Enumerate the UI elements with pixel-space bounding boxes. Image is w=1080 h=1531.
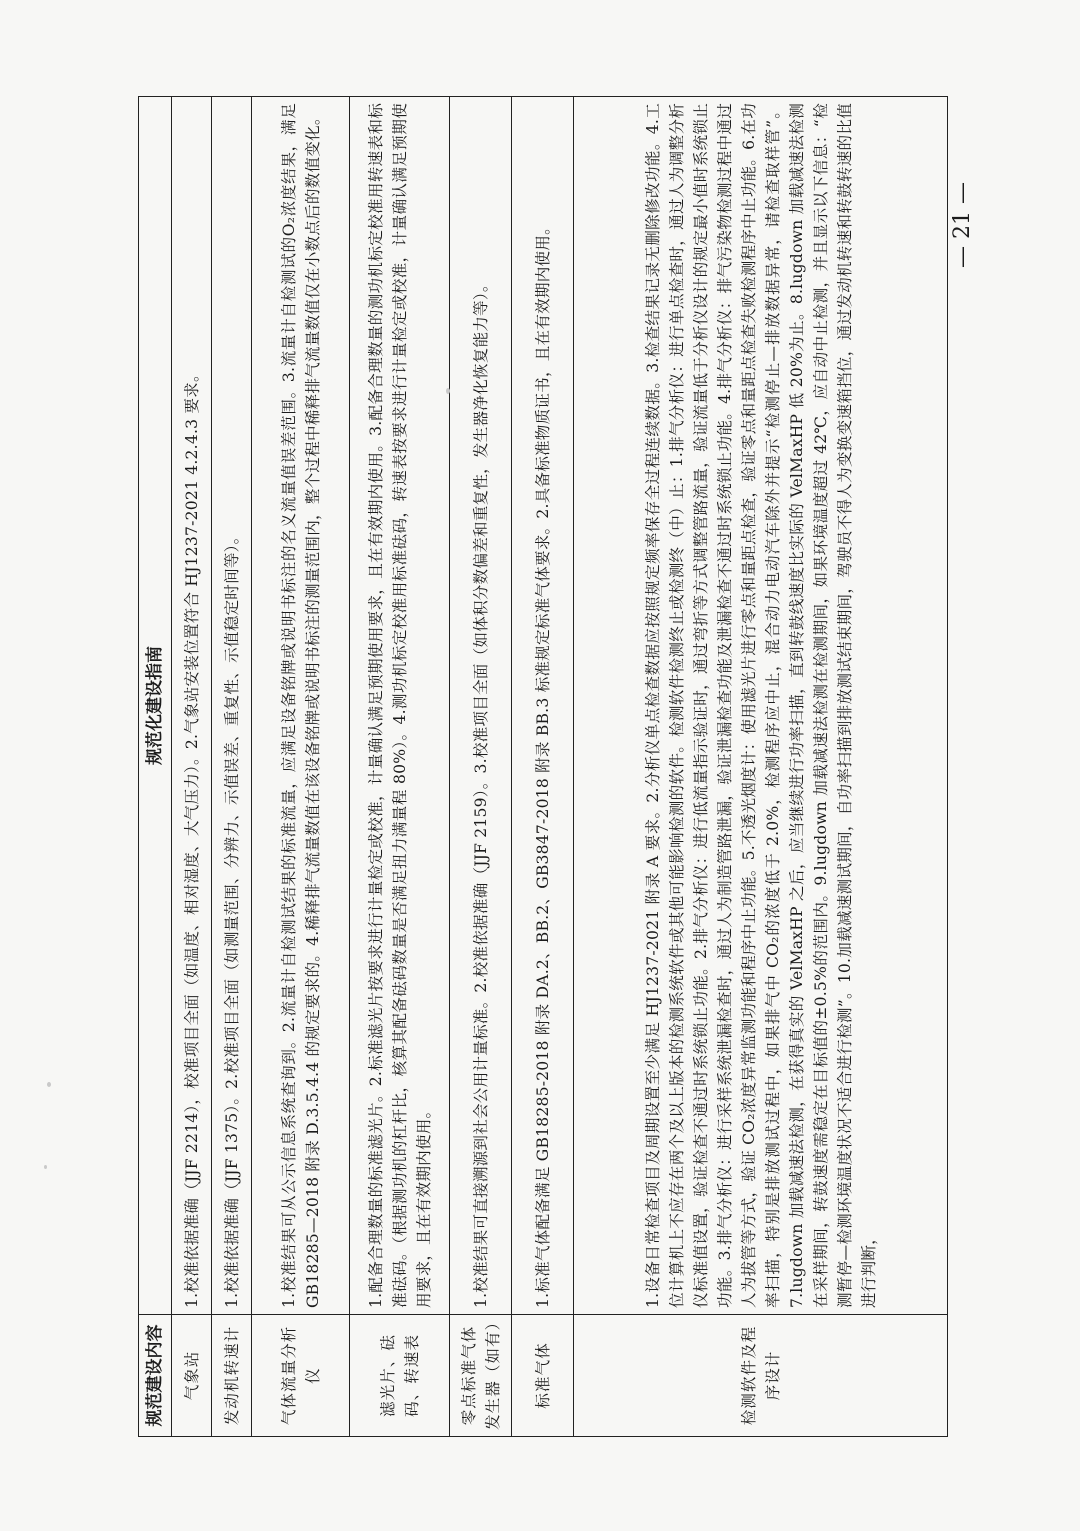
row-item: 发动机转速计	[212, 1315, 252, 1437]
row-item: 标准气体	[512, 1315, 574, 1437]
row-requirement: 1.配备合理数量的标准滤光片。2.标准滤光片按要求进行计量检定或校准，计量确认满足预期使用要求，且在有效期内使用。3.配备合理数量的测功机标定校准用转速表和标准砝码。（根据测功机的杠杆比，核算其配备砝码数量是否满足扭力满量程 80%）。4.测功机标定校准用标准砝码，转速表按要求进行计量检定或校准，计量确认满足预期使用要求，且在有效期内使用。	[350, 97, 450, 1315]
table-row	[574, 97, 948, 1437]
table-row	[252, 97, 350, 1437]
scan-speck	[47, 1082, 51, 1087]
row-requirement: 1.设备日常检查项目及周期设置至少满足 HJ1237-2021 附录 A 要求。2.分析仪单点检查数据应按照规定频率保存全过程连续数据。3.检查结果记录无删除修改功能。4.工位计算机上不应存在两个及以上版本的检测系统软件或其他可能影响检测的软件。检测软件检测终止或检测终（中）止：1.排气分析仪：进行单点检查时，通过人为调整分析仪标准值设置，验证检查不通过时系统锁止功能。2.排气分析仪：进行低流量指示验证时，通过弯折等方式调整管路流量，验证流量低于分析仪设计的规定最小值时系统锁止功能。3.排气分析仪：进行采样系统泄漏检查时，通过人为制造管路泄漏，验证泄漏检查功能及泄漏检查不通过时系统锁止功能。4.排气分析仪：排气污染物检测过程中通过人为拔管等方式，验证 CO₂浓度异常监测功能和程序中止功能。5.不透光烟度计：使用滤光片进行零点和量距点检查，验证零点和量距点检查失败检测程序中止功能。6.在功率扫描，特别是排放测试过程中，如果排气中 CO₂的浓度低于 2.0%，检测程序应中止，混合动力电动汽车除外并提示“检测停止—排放数据异常，请检查取样管”。7.lugdown 加载减速法检测，在获得真实的 VelMaxHP 之后，应当继续进行功率扫描，直到转鼓线速度比实际的 VelMaxHP 低 20%为止。8.lugdown 加载减速法检测在采样期间，转鼓速度需稳定在目标值的±0.5%的范围内。9.lugdown 加载减速法检测在检测期间，如果环境温度超过 42℃，应自动中止检测，并且显示以下信息：“检测暂停—检测环境温度状况不适合进行检测”。10.加载减速测试期间，自功率扫描到排放测试结束期间，驾驶员不得人为变换变速箱挡位，通过发动机转速和转鼓转速的比值进行判断，	[574, 97, 948, 1315]
table-header-row	[139, 97, 172, 1437]
row-requirement: 1.校准结果可从公示信息系统查询到。2.流量计自检测试结果的标准流量，应满足设备铭牌或说明书标注的名义流量值误差范围。3.流量计自检测试的O₂浓度结果，满足 GB18285—2018 附录 D.3.5.4.4 的规定要求的。4.稀释排气流量数值在该设备铭牌或说明书标注的测量范围内，整个过程中稀释排气流量数值仅在小数点后的数值变化。	[252, 97, 350, 1315]
row-item: 滤光片、砝码、转速表	[350, 1315, 450, 1437]
header-content-item: 规范建设内容	[139, 1315, 172, 1437]
row-requirement: 1.校准结果可直接溯源到社会公用计量标准。2.校准依据准确（JJF 2159）。3.校准项目全面（如体积分数偏差和重复性，发生器净化恢复能力等）。	[450, 97, 512, 1315]
table-row	[450, 97, 512, 1437]
row-item: 气象站	[172, 1315, 212, 1437]
scan-speck	[44, 1165, 47, 1169]
rotated-page	[138, 97, 948, 1437]
header-guideline: 规范化建设指南	[139, 97, 172, 1315]
row-item: 检测软件及程序设计	[574, 1315, 948, 1437]
row-requirement: 1.校准依据准确（JJF 2214），校准项目全面（如温度、相对湿度、大气压力）。2.气象站安装位置符合 HJ1237-2021 4.2.4.3 要求。	[172, 97, 212, 1315]
row-item: 气体流量分析仪	[252, 1315, 350, 1437]
scan-speck	[446, 388, 450, 394]
row-item: 零点标准气体发生器（如有）	[450, 1315, 512, 1437]
row-requirement: 1.标准气体配备满足 GB18285-2018 附录 DA.2、BB.2、GB3847-2018 附录 BB.3 标准规定标准气体要求。2.具备标准物质证书，且在有效期内使用。	[512, 97, 574, 1315]
table-row	[512, 97, 574, 1437]
table-row	[212, 97, 252, 1437]
table-row	[172, 97, 212, 1437]
guideline-table	[138, 96, 948, 1437]
page-number: — 21 —	[950, 182, 975, 268]
table-row	[350, 97, 450, 1437]
row-requirement: 1.校准依据准确（JJF 1375）。2.校准项目全面（如测量范围、分辨力、示值误差、重复性、示值稳定时间等）。	[212, 97, 252, 1315]
